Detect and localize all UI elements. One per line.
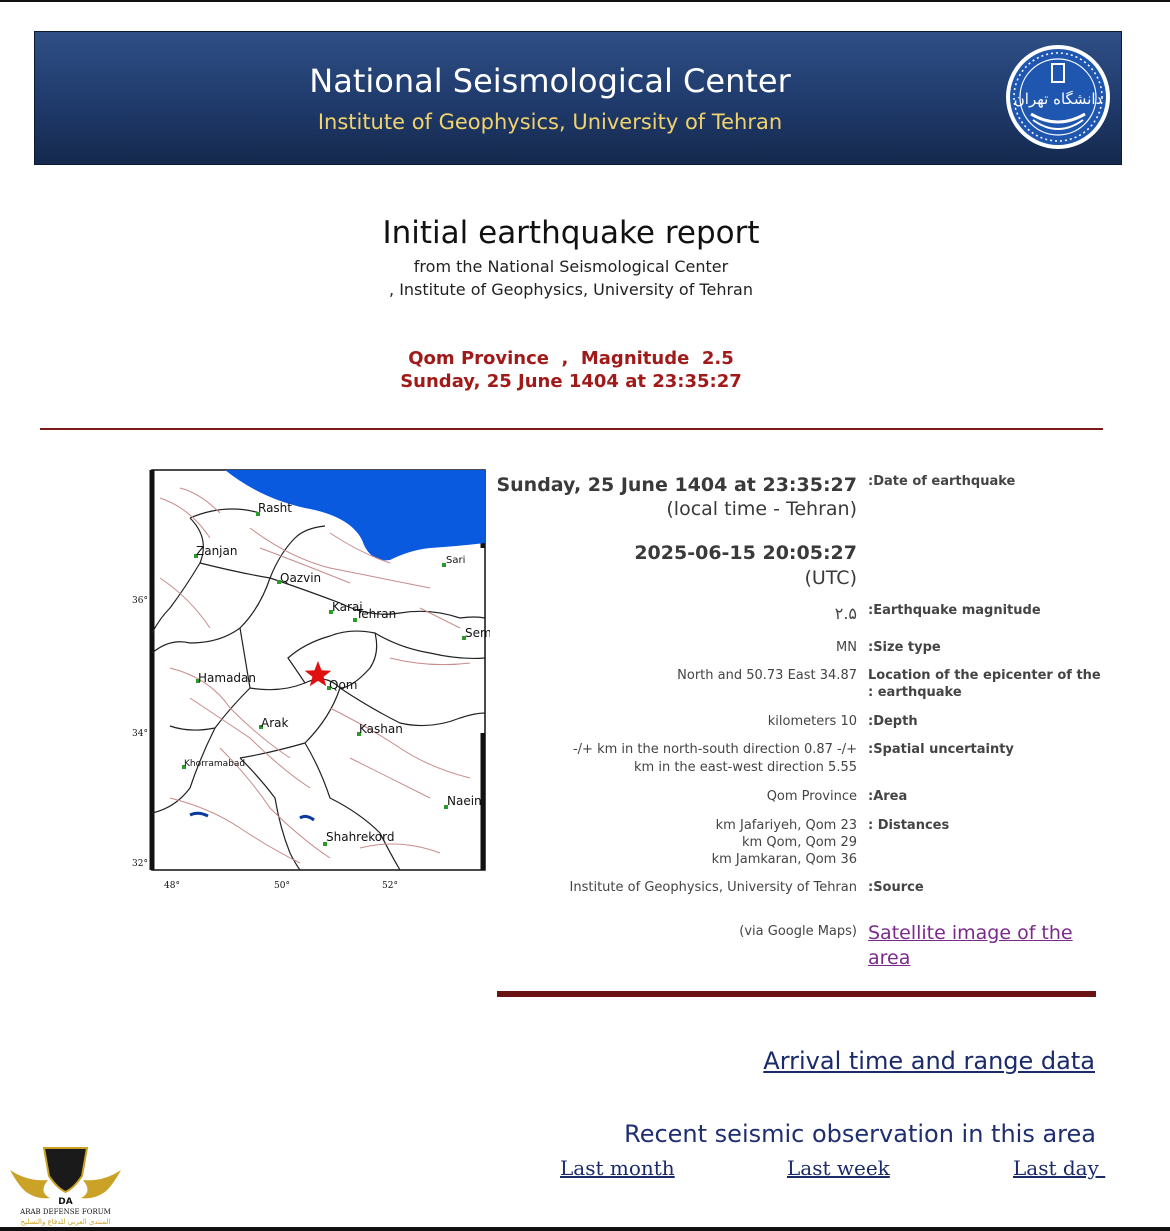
distance-item: km Qom, Qom 29 bbox=[742, 835, 857, 850]
last-week-link[interactable]: Last week bbox=[787, 1156, 890, 1180]
city-label: Zanjan bbox=[196, 544, 238, 558]
headline-region-magnitude: Qom Province , Magnitude 2.5 bbox=[408, 348, 734, 369]
city-label: Naein bbox=[447, 794, 482, 808]
arrival-time-link[interactable]: Arrival time and range data bbox=[763, 1047, 1095, 1075]
site-subtitle: Institute of Geophysics, University of Tehran bbox=[317, 110, 783, 134]
lat-label: 32° bbox=[132, 859, 148, 869]
uncertainty-value-2: km in the east-west direction 5.55 bbox=[634, 760, 857, 775]
date-local-value: Sunday, 25 June 1404 at 23:35:27 bbox=[496, 474, 857, 496]
uncertainty-label: :Spatial uncertainty bbox=[868, 742, 1014, 757]
watermark-brand: DA bbox=[58, 1197, 73, 1207]
bottom-border bbox=[0, 1227, 1170, 1231]
section-divider bbox=[497, 991, 1096, 997]
city-label: Khorramabad bbox=[184, 759, 246, 769]
report-from-line: from the National Seismological Center bbox=[413, 257, 729, 276]
date-local-note: (local time - Tehran) bbox=[666, 498, 857, 520]
city-label: Qazvin bbox=[280, 571, 322, 585]
city-label: Arak bbox=[261, 716, 289, 730]
location-label-1: Location of the epicenter of the bbox=[868, 668, 1101, 683]
headline-date: Sunday, 25 June 1404 at 23:35:27 bbox=[400, 371, 742, 392]
area-label: :Area bbox=[868, 789, 908, 804]
city-label: Sem bbox=[465, 626, 490, 640]
report-title: Initial earthquake report bbox=[382, 215, 760, 251]
source-value: Institute of Geophysics, University of Tehran bbox=[569, 880, 857, 895]
arab-defense-forum-logo bbox=[8, 1140, 123, 1230]
city-label: Shahrekord bbox=[326, 830, 395, 844]
map-svg bbox=[130, 468, 490, 893]
city-label: Qom bbox=[329, 678, 358, 692]
lon-label: 52° bbox=[382, 881, 398, 891]
top-border bbox=[0, 0, 1170, 2]
lon-label: 48° bbox=[164, 881, 180, 891]
date-label: :Date of earthquake bbox=[868, 474, 1016, 489]
epicenter-map[interactable] bbox=[130, 468, 490, 893]
city-label: Sari bbox=[446, 555, 466, 566]
city-label: Tehran bbox=[356, 607, 397, 621]
last-month-link[interactable]: Last month bbox=[560, 1156, 675, 1180]
satellite-image-link[interactable]: Satellite image of the bbox=[868, 922, 1073, 944]
size-type-label: :Size type bbox=[868, 640, 941, 655]
lat-label: 34° bbox=[132, 729, 148, 739]
header-banner bbox=[34, 31, 1122, 165]
city-label: Rasht bbox=[258, 501, 292, 515]
location-value: North and 50.73 East 34.87 bbox=[677, 668, 857, 683]
magnitude-label: :Earthquake magnitude bbox=[868, 603, 1041, 618]
report-institute-line: , Institute of Geophysics, University of Tehran bbox=[389, 280, 753, 299]
recent-observation-heading: Recent seismic observation in this area bbox=[624, 1120, 1096, 1148]
location-label-2: : earthquake bbox=[868, 685, 962, 700]
satellite-note: (via Google Maps) bbox=[739, 924, 857, 939]
date-utc-value: 2025-06-15 20:05:27 bbox=[634, 542, 857, 564]
distance-item: km Jafariyeh, Qom 23 bbox=[715, 818, 857, 833]
size-type-value: MN bbox=[836, 640, 857, 655]
watermark-arabic: المنتدى العربي للدفاع والتسليح bbox=[20, 1218, 111, 1226]
uncertainty-value-1: -/+ km in the north-south direction 0.87 -/+ bbox=[572, 742, 857, 757]
depth-value: kilometers 10 bbox=[767, 714, 857, 729]
satellite-image-link-cont[interactable]: area bbox=[868, 947, 911, 969]
source-label: :Source bbox=[868, 880, 924, 895]
magnitude-value: ۲.۵ bbox=[834, 604, 857, 623]
lon-label: 50° bbox=[274, 881, 290, 891]
distances-label: : Distances bbox=[868, 818, 950, 833]
last-day-link[interactable]: Last day bbox=[1013, 1156, 1106, 1180]
site-title: National Seismological Center bbox=[309, 62, 791, 100]
distance-item: km Jamkaran, Qom 36 bbox=[711, 852, 857, 867]
lat-label: 36° bbox=[132, 596, 148, 606]
divider bbox=[40, 428, 1103, 430]
university-seal-icon bbox=[1003, 42, 1113, 152]
svg-text:دانشگاه تهران: دانشگاه تهران bbox=[1013, 90, 1103, 108]
watermark-name: ARAB DEFENSE FORUM bbox=[20, 1208, 111, 1216]
depth-label: :Depth bbox=[868, 714, 918, 729]
city-label: Kashan bbox=[359, 722, 403, 736]
area-value: Qom Province bbox=[766, 789, 857, 804]
city-label: Karaj bbox=[332, 600, 363, 614]
city-label: Hamadan bbox=[198, 671, 256, 685]
date-utc-note: (UTC) bbox=[804, 567, 857, 589]
